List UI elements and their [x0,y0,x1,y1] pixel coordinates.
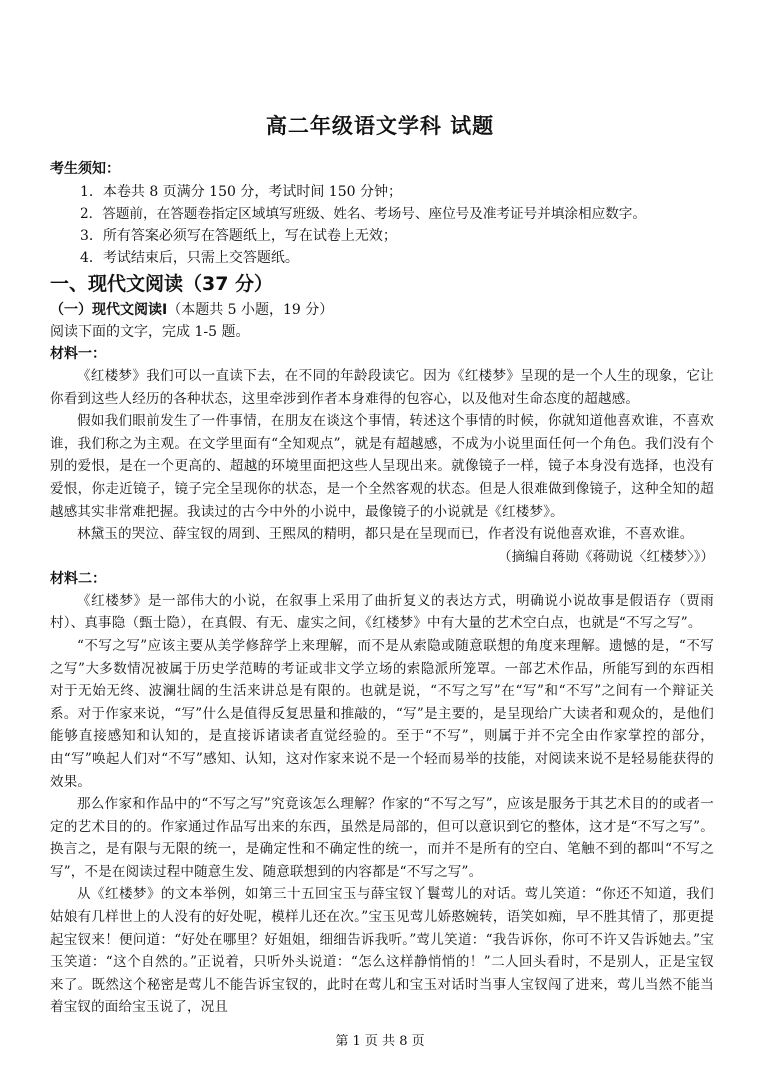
page-title: 高二年级语文学科 试题 [265,114,495,138]
material-1-paragraph: 假如我们眼前发生了一件事情，在朋友在谈这个事情，转述这个事情的时候，你就知道他喜欢谁，不喜欢谁，我们称之为主观。在文学里面有“全知观点”，就是有超越感，不成为小说里面任何一个角色。我们没有个别的爱恨，是在一个更高的、超越的环境里面把这些人呈现出来。就像镜子一样，镜子本身没有选择，也没有爱恨，你走近镜子，镜子完全呈现你的状态，是一个全然客观的状态。但是人很难做到像镜子，这种全知的超越感其实非常难把握。我读过的古今中外的小说中，最像镜子的小说就是《红楼梦》。 [50,413,714,520]
notice-item: 4．考试结束后，只需上交答题纸。 [80,250,299,266]
notice-item: 3．所有答案必须写在答题纸上，写在试卷上无效； [80,228,397,244]
material-2-paragraph: “不写之写”应该主要从美学修辞学上来理解，而不是从索隐或随意联想的角度来理解。遗憾的是，“不写之写”大多数情况被属于历史学范畴的考证或非文学立场的索隐派所笼罩。一部艺术作品，所能写到的东西相对于无始无终、波澜壮阔的生活来讲总是有限的。也就是说，“不写之写”在“写”和“不写”之间有一个辩证关系。对于作家来说，“写”什么是值得反复思量和推敲的，“写”是主要的，是呈现给广大读者和观众的，是他们能够直接感知和认知的，是直接诉诸读者直觉经验的。至于“不写”，则属于并不完全由作家掌控的部分，由“写”唤起人们对“不写”感知、认知，这对作家来说不是一个轻而易举的技能，对阅读来说不是轻易能获得的效果。 [50,637,714,790]
subsection-heading-bold: （一）现代文阅读Ⅰ [50,302,168,318]
section-heading: 一、现代文阅读（37 分） [50,273,274,295]
material-1-paragraph: 林黛玉的哭泣、薛宝钗的周到、王熙凤的精明，都只是在呈现而已，作者没有说他喜欢谁，不喜欢谁。 [77,526,694,543]
notice-item: 1．本卷共 8 页满分 150 分，考试时间 150 分钟； [80,184,402,200]
page-footer: 第 1 页 共 8 页 [335,1034,425,1049]
material-2-heading: 材料二： [50,570,106,587]
material-2-paragraph: 从《红楼梦》的文本举例，如第三十五回宝玉与薛宝钗丫鬟莺儿的对话。莺儿笑道：“你还不知道，我们姑娘有几样世上的人没有的好处呢，模样儿还在次。”宝玉见莺儿娇憨婉转，语笑如痴，早不胜其情了，那更提起宝钗来！便问道：“好处在哪里？好姐姐，细细告诉我听。”莺儿笑道：“我告诉你，你可不许又告诉她去。”宝玉笑道：“这个自然的。”正说着，只听外头说道：“怎么这样静悄悄的！”二人回头看时，不是别人，正是宝钗来了。既然这个秘密是莺儿不能告诉宝钗的，此时在莺儿和宝玉对话时当事人宝钗闯了进来，莺儿当然不能当着宝钗的面给宝玉说了，况且 [50,886,714,1016]
page-content [50,158,714,1019]
material-1-heading: 材料一： [50,346,106,362]
material-2-paragraph: 《红楼梦》是一部伟大的小说，在叙事上采用了曲折复义的表达方式，明确说小说故事是假语存（贾雨村）、真事隐（甄士隐），在真假、有无、虚实之间，《红楼梦》中有大量的艺术空白点，也就是“不写之写”。 [50,592,714,632]
material-1-paragraph: 《红楼梦》我们可以一直读下去，在不同的年龄段读它。因为《红楼梦》呈现的是一个人生的现象，它让你看到这些人经历的各种状态，这里牵涉到作者本身难得的包容心，以及他对生命态度的超越感。 [50,368,714,407]
notice-item: 2．答题前，在答题卷指定区域填写班级、姓名、考场号、座位号及准考证号并填涂相应数字。 [80,206,646,222]
material-2-paragraph: 那么作家和作品中的“不写之写”究竟该怎么理解？作家的“不写之写”，应该是服务于其艺术目的的或者一定的艺术目的的。作家通过作品写出来的东西，虽然是局部的，但可以意识到它的整体，这才是“不写之写”。换言之，是有限与无限的统一，是确定性和不确定性的统一，而并不是所有的空白、笔触不到的都叫“不写之写”，不是在阅读过程中随意生发、随意联想到的内容都是“不写之写”。 [50,796,714,880]
notice-heading: 考生须知： [50,161,120,177]
reading-instruction: 阅读下面的文字，完成 1-5 题。 [50,324,250,340]
subsection-heading [50,299,714,321]
material-1-source: （摘编自蒋勋《蒋勋说〈红楼梦〉》） [498,548,714,565]
subsection-heading-note: （本题共 5 小题，19 分） [167,302,334,318]
